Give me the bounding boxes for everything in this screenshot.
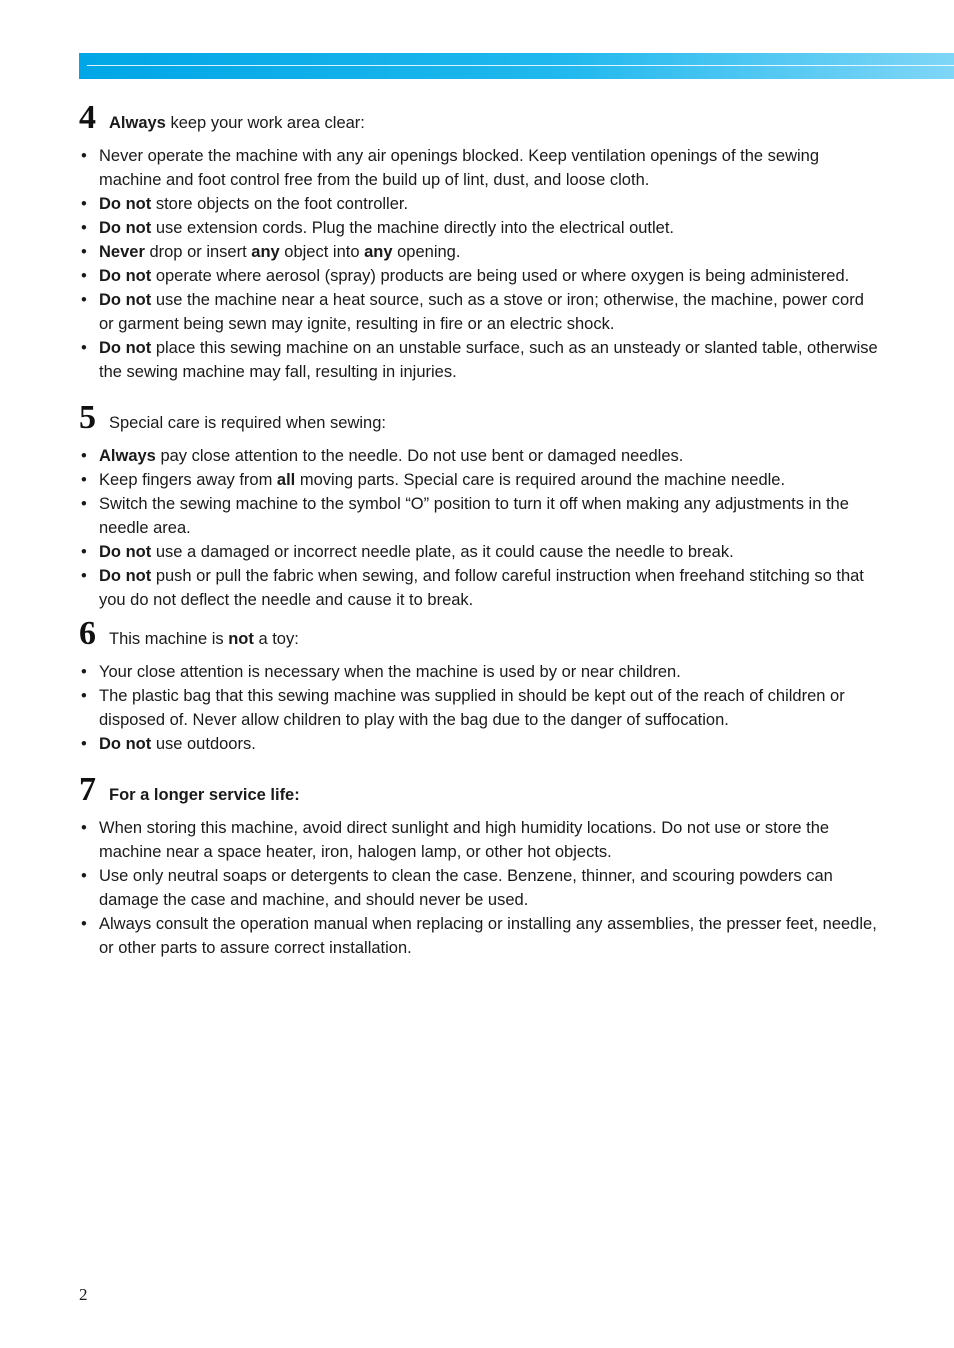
section-heading	[79, 616, 879, 652]
list-item: • Do not use extension cords. Plug the machine directly into the electrical outlet.	[79, 216, 879, 240]
bullet-list	[79, 444, 879, 612]
section-number: 4	[79, 99, 96, 136]
section-heading	[79, 100, 879, 136]
list-item: • Switch the sewing machine to the symbol “O” position to turn it off when making any adjustments in the needle area.	[79, 492, 879, 540]
list-item: • Do not store objects on the foot controller.	[79, 192, 879, 216]
list-item: • The plastic bag that this sewing machine was supplied in should be kept out of the reach of children or disposed of. Never allow children to play with the bag due to the danger of suffocation.	[79, 684, 879, 732]
list-item: • Do not push or pull the fabric when sewing, and follow careful instruction when freehand stitching so that you do not deflect the needle and cause it to break.	[79, 564, 879, 612]
section-title: This machine is not a toy:	[109, 630, 299, 648]
section-number: 6	[79, 615, 96, 652]
list-item: • Do not use a damaged or incorrect needle plate, as it could cause the needle to break.	[79, 540, 879, 564]
section-6	[79, 616, 879, 756]
header-band-line	[87, 65, 954, 66]
bullet-list	[79, 144, 879, 384]
list-item: • Always pay close attention to the needle. Do not use bent or damaged needles.	[79, 444, 879, 468]
section-4	[79, 100, 879, 384]
section-number: 5	[79, 399, 96, 436]
list-item: • Never drop or insert any object into any opening.	[79, 240, 879, 264]
section-title: For a longer service life:	[109, 786, 300, 804]
header-color-band	[79, 53, 954, 79]
section-5	[79, 400, 879, 612]
section-heading	[79, 400, 879, 436]
list-item: • Do not use the machine near a heat source, such as a stove or iron; otherwise, the machine, power cord or garment being sewn may ignite, resulting in fire or an electric shock.	[79, 288, 879, 336]
list-item: • Use only neutral soaps or detergents to clean the case. Benzene, thinner, and scouring powders can damage the case and machine, and should never be used.	[79, 864, 879, 912]
list-item: • When storing this machine, avoid direct sunlight and high humidity locations. Do not use or store the machine near a space heater, iron, halogen lamp, or other hot objects.	[79, 816, 879, 864]
section-title: Always keep your work area clear:	[109, 114, 365, 132]
section-number: 7	[79, 771, 96, 808]
list-item: • Do not operate where aerosol (spray) products are being used or where oxygen is being administered.	[79, 264, 879, 288]
list-item: • Always consult the operation manual when replacing or installing any assemblies, the presser feet, needle, or other parts to assure correct installation.	[79, 912, 879, 960]
bullet-list	[79, 660, 879, 756]
page-number: 2	[79, 1285, 88, 1304]
bullet-list	[79, 816, 879, 960]
safety-instructions	[79, 100, 879, 960]
section-title: Special care is required when sewing:	[109, 414, 386, 432]
list-item: • Do not place this sewing machine on an unstable surface, such as an unsteady or slanted table, otherwise the sewing machine may fall, resulting in injuries.	[79, 336, 879, 384]
list-item: • Keep fingers away from all moving parts. Special care is required around the machine needle.	[79, 468, 879, 492]
list-item: • Never operate the machine with any air openings blocked. Keep ventilation openings of the sewing machine and foot control free from the build up of lint, dust, and loose cloth.	[79, 144, 879, 192]
list-item: • Do not use outdoors.	[79, 732, 879, 756]
section-heading	[79, 772, 879, 808]
section-7	[79, 772, 879, 960]
list-item: • Your close attention is necessary when the machine is used by or near children.	[79, 660, 879, 684]
